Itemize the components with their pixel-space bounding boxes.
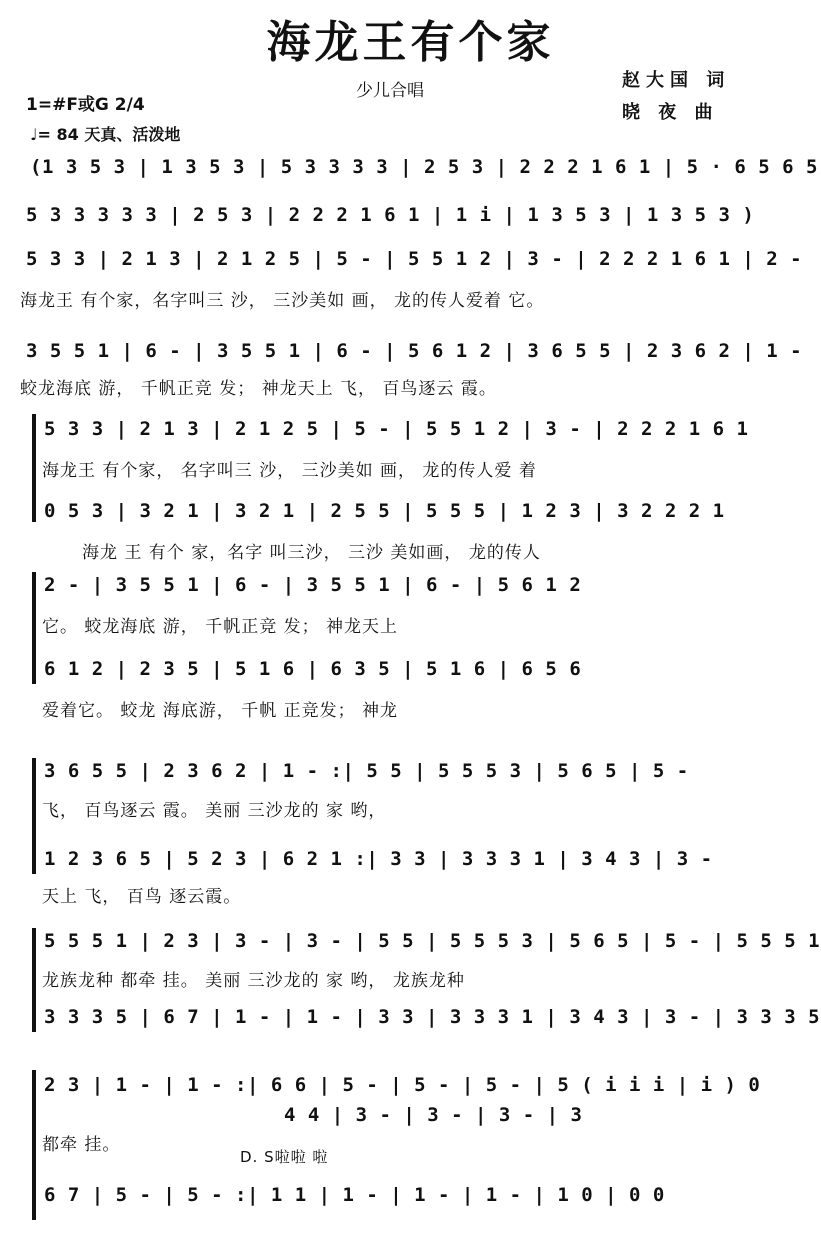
system-9-lyrics: 飞， 百鸟逐云 霞。 美丽 三沙龙的 家 哟，: [42, 801, 387, 821]
system-8-lyrics: 爱着它。 蛟龙 海底游， 千帆 正竞发； 神龙: [42, 701, 399, 721]
choir-brace-4: [32, 928, 36, 1032]
lyricist-credit: 赵大国 词: [622, 70, 731, 91]
ds-lalala: D. S啦啦 啦: [240, 1148, 329, 1166]
key-signature: 1=#F或G 2/4: [26, 95, 145, 115]
subtitle: 少儿合唱: [356, 81, 424, 101]
tempo-marking: ♩= 84 天真、活泼地: [30, 125, 181, 144]
choir-brace-2: [32, 572, 36, 684]
system-7-notes: 2 - | 3 5 5 1 | 6 - | 3 5 5 1 | 6 - | 5 6 1 2: [44, 574, 582, 596]
system-5-notes: 5 3 3 | 2 1 3 | 2 1 2 5 | 5 - | 5 5 1 2 | 3 - | 2 2 2 1 6 1: [44, 418, 749, 440]
system-1-notes: (1 3 5 3 | 1 3 5 3 | 5 3 3 3 3 | 2 5 3 | 2 2 2 1 6 1 | 5 · 6 5 6 5: [30, 156, 818, 178]
system-8-notes: 6 1 2 | 2 3 5 | 5 1 6 | 6 3 5 | 5 1 6 | 6 5 6: [44, 658, 582, 680]
system-13-notes: 2 3 | 1 - | 1 - :| 6 6 | 5 - | 5 - | 5 - | 5 ( i i i | i ) 0: [44, 1074, 761, 1096]
system-13-lyrics: 都牵 挂。: [42, 1135, 121, 1155]
composer-credit: 晓 夜 曲: [622, 102, 719, 123]
system-9-notes: 3 6 5 5 | 2 3 6 2 | 1 - :| 5 5 | 5 5 5 3 | 5 6 5 | 5 -: [44, 760, 689, 782]
system-6-notes: 0 5 3 | 3 2 1 | 3 2 1 | 2 5 5 | 5 5 5 | 1 2 3 | 3 2 2 2 1: [44, 500, 725, 522]
choir-brace-1: [32, 414, 36, 522]
system-10-lyrics: 天上 飞， 百鸟 逐云霞。: [42, 887, 242, 907]
system-5-lyrics: 海龙王 有个家， 名字叫三 沙， 三沙美如 画， 龙的传人爱 着: [42, 461, 537, 481]
system-7-lyrics: 它。 蛟龙海底 游， 千帆正竞 发； 神龙天上: [42, 617, 399, 637]
song-title: 海龙王有个家: [266, 17, 555, 68]
choir-brace-5: [32, 1070, 36, 1220]
system-3-notes: 5 3 3 | 2 1 3 | 2 1 2 5 | 5 - | 5 5 1 2 | 3 - | 2 2 2 1 6 1 | 2 -: [26, 248, 803, 270]
system-10-notes: 1 2 3 6 5 | 5 2 3 | 6 2 1 :| 3 3 | 3 3 3 1 | 3 4 3 | 3 -: [44, 848, 713, 870]
system-12-notes: 3 3 3 5 | 6 7 | 1 - | 1 - | 3 3 | 3 3 3 1 | 3 4 3 | 3 - | 3 3 3 5: [44, 1006, 821, 1028]
system-4-lyrics: 蛟龙海底 游， 千帆正竞 发； 神龙天上 飞， 百鸟逐云 霞。: [20, 379, 497, 399]
system-6-lyrics: 海龙 王 有个 家，名字 叫三沙， 三沙 美如画， 龙的传人: [82, 543, 541, 563]
system-2-notes: 5 3 3 3 3 3 | 2 5 3 | 2 2 2 1 6 1 | 1 i | 1 3 5 3 | 1 3 5 3 ): [26, 204, 755, 226]
system-15-notes: 6 7 | 5 - | 5 - :| 1 1 | 1 - | 1 - | 1 - | 1 0 | 0 0: [44, 1184, 665, 1206]
system-3-lyrics: 海龙王 有个家，名字叫三 沙， 三沙美如 画， 龙的传人爱着 它。: [20, 291, 545, 311]
choir-brace-3: [32, 758, 36, 874]
system-11-notes: 5 5 5 1 | 2 3 | 3 - | 3 - | 5 5 | 5 5 5 3 | 5 6 5 | 5 - | 5 5 5 1: [44, 930, 821, 952]
system-13-lower-notes: 4 4 | 3 - | 3 - | 3 - | 3: [284, 1104, 583, 1126]
system-11-lyrics: 龙族龙种 都牵 挂。 美丽 三沙龙的 家 哟， 龙族龙种: [42, 971, 465, 991]
system-4-notes: 3 5 5 1 | 6 - | 3 5 5 1 | 6 - | 5 6 1 2 | 3 6 5 5 | 2 3 6 2 | 1 -: [26, 340, 803, 362]
